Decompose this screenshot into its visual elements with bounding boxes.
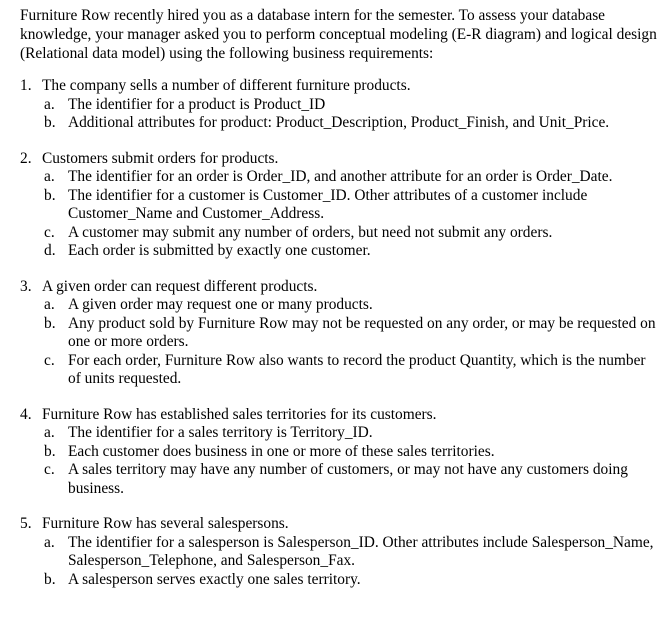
sub-requirement [42, 424, 658, 443]
sub-text: Each order is submitted by exactly one customer. [68, 242, 371, 259]
sub-letter: a. [44, 168, 55, 185]
requirement-1 [20, 77, 658, 133]
sub-text: A sales territory may have any number of customers, or may not have any customers doing business. [68, 461, 628, 497]
sub-text: Any product sold by Furniture Row may not be requested on any order, or may be requested on one or more orders. [68, 314, 656, 350]
requirements-list [20, 77, 658, 589]
sub-requirement [42, 571, 658, 590]
sub-requirement [42, 114, 658, 133]
sub-letter: a. [44, 296, 55, 313]
sub-letter: a. [44, 424, 55, 441]
sub-requirement [42, 187, 658, 224]
sub-requirement [42, 443, 658, 462]
sub-letter: c. [44, 461, 55, 478]
requirement-text: A given order can request different products. [42, 277, 318, 295]
sub-requirements [42, 96, 658, 133]
sub-requirement [42, 224, 658, 243]
sub-text: The identifier for a sales territory is Territory_ID. [68, 424, 373, 441]
sub-requirements [42, 534, 658, 590]
sub-text: A customer may submit any number of orders, but need not submit any orders. [68, 223, 553, 241]
sub-letter: b. [44, 314, 56, 332]
sub-text: Each customer does business in one or more of these sales territories. [68, 442, 495, 460]
sub-text: The identifier for a customer is Customer_ID. Other attributes of a customer include Customer_Name and Customer_Address. [68, 186, 588, 222]
sub-requirement [42, 242, 658, 261]
sub-requirement [42, 315, 658, 352]
sub-text: Additional attributes for product: Product_Description, Product_Finish, and Unit_Price. [68, 114, 610, 131]
requirement-text: The company sells a number of different furniture products. [42, 77, 411, 94]
sub-letter: b. [44, 442, 56, 460]
sub-requirements [42, 168, 658, 261]
requirement-number: 1. [20, 77, 32, 94]
sub-text: For each order, Furniture Row also wants to record the product Quantity, which is the number of units requested. [68, 351, 646, 387]
requirement-3 [20, 278, 658, 389]
requirement-2 [20, 150, 658, 261]
requirement-number: 4. [20, 405, 32, 423]
sub-letter: a. [44, 95, 55, 113]
sub-letter: c. [44, 223, 55, 241]
sub-text: The identifier for a product is Product_ID [68, 95, 326, 113]
sub-letter: a. [44, 533, 55, 551]
sub-requirement [42, 296, 658, 315]
requirement-number: 5. [20, 515, 32, 532]
sub-requirement [42, 96, 658, 115]
requirement-text: Furniture Row has several salespersons. [42, 515, 289, 532]
sub-letter: b. [44, 570, 56, 588]
sub-letter: d. [44, 242, 56, 259]
sub-requirement [42, 461, 658, 498]
sub-text: The identifier for an order is Order_ID, and another attribute for an order is Order_Date. [68, 168, 613, 185]
sub-letter: c. [44, 351, 55, 369]
sub-requirement [42, 352, 658, 389]
sub-text: A given order may request one or many products. [68, 296, 373, 313]
requirement-4 [20, 406, 658, 499]
sub-letter: b. [44, 114, 56, 131]
sub-requirement [42, 534, 658, 571]
requirement-text: Customers submit orders for products. [42, 149, 279, 167]
intro-paragraph: Furniture Row recently hired you as a database intern for the semester. To assess your database knowledge, your manager asked you to perform conceptual modeling (E-R diagram) and logical design (Relational data model) using the following business requirements: [20, 7, 657, 62]
requirement-5 [20, 515, 658, 589]
sub-letter: b. [44, 186, 56, 204]
sub-requirements [42, 424, 658, 498]
requirement-number: 3. [20, 277, 32, 295]
requirement-number: 2. [20, 149, 32, 167]
sub-text: The identifier for a salesperson is Salesperson_ID. Other attributes include Salesperson_Name, Salesperson_Telephone, and Salesperson_Fax. [68, 533, 654, 569]
sub-text: A salesperson serves exactly one sales territory. [68, 570, 361, 588]
sub-requirement [42, 168, 658, 187]
sub-requirements [42, 296, 658, 389]
requirement-text: Furniture Row has established sales territories for its customers. [42, 405, 437, 423]
